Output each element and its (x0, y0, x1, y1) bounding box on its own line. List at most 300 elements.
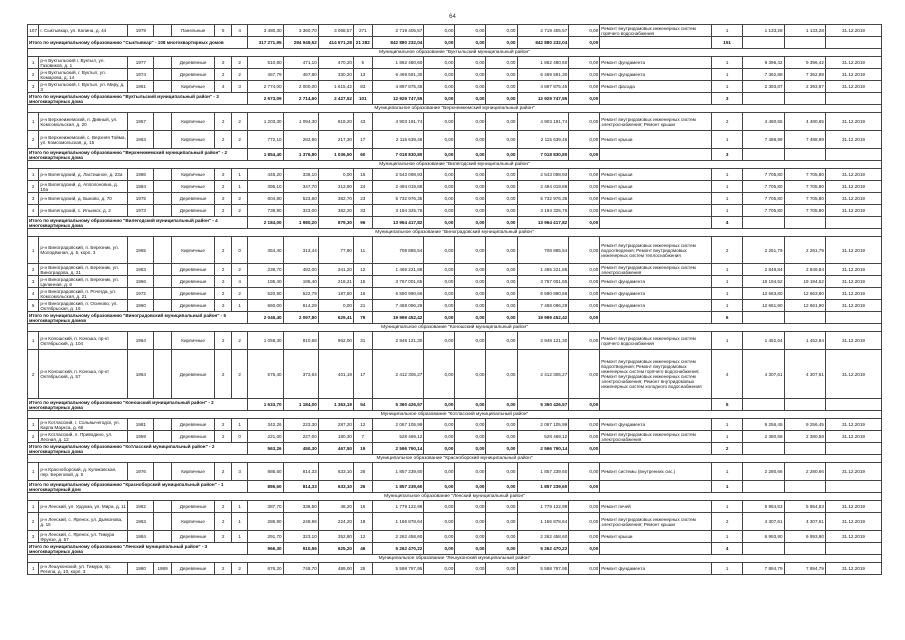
table-cell: 17 (353, 350, 372, 399)
table-cell: 0,00 (455, 264, 486, 276)
table-cell: 330,20 (318, 69, 353, 81)
table-cell: 1 (712, 57, 743, 69)
table-cell: Кирпичные (171, 131, 214, 149)
table-cell: р-н Виноградовский, п. Березник, ул. Целинная, д. 6 (39, 276, 128, 288)
table-cell: Деревянные (171, 205, 214, 217)
table-cell: Кирпичные (171, 332, 214, 350)
table-cell: 2 (712, 513, 743, 531)
table-cell: 31.12.2019 (825, 131, 881, 149)
table-cell (154, 57, 172, 69)
subtotal-row (28, 217, 882, 229)
subtotal-cell: 2 673,09 (248, 93, 283, 105)
subtotal-cell: 842 880 232,04 (372, 37, 424, 49)
table-cell: 1 (712, 332, 743, 350)
table-cell (154, 113, 172, 131)
table-cell: 2 115 639,46 (517, 131, 569, 149)
table-cell: Ремонт внутридомовых инженерных систем водоотведения; Ремонт внутридомовых инженерных систем горячего водоснабжения; Ремонт внутридомовых инженерных систем электроснабжения; Ремонт внутридомовых инженерных систем холодного водоснабжения (600, 350, 712, 399)
table-cell: 2 948 121,30 (372, 332, 424, 350)
table-cell: 239,70 (248, 264, 283, 276)
table-cell: 4 (28, 288, 39, 300)
table-cell: 7 362,88 (743, 69, 784, 81)
table-row (28, 113, 882, 131)
subtotal-cell: 5 (712, 399, 743, 411)
table-cell: 5 732 976,35 (372, 193, 424, 205)
subtotal-cell (784, 93, 825, 105)
table-cell: 489,00 (318, 563, 353, 575)
table-cell (154, 181, 172, 193)
subtotal-cell: 0,00 (455, 481, 486, 493)
table-cell: 0,00 (486, 276, 517, 288)
subtotal-cell: 4 (712, 543, 743, 555)
subtotal-cell (743, 312, 784, 324)
subtotal-cell: 0,00 (486, 543, 517, 555)
table-cell (154, 237, 172, 264)
subtotal-cell: 12 929 747,55 (517, 93, 569, 105)
table-cell: 2 849,84 (784, 264, 825, 276)
table-cell: 2 (215, 69, 232, 81)
table-cell: 2 262 458,60 (372, 531, 424, 543)
table-cell: 2 (215, 513, 232, 531)
subtotal-cell: 0,00 (569, 149, 600, 161)
region-header-row (28, 411, 882, 419)
table-cell: 1 (712, 288, 743, 300)
table-cell: 2 849,84 (743, 264, 784, 276)
table-cell: 2 (215, 169, 232, 181)
table-cell: 7 705,80 (743, 193, 784, 205)
table-cell: 0,00 (569, 69, 600, 81)
table-cell: Ремонт внутридомовых инженерных систем электроснабжения; Ремонт крыши (600, 113, 712, 131)
subtotal-row (28, 543, 882, 555)
table-cell: 604,80 (248, 193, 283, 205)
table-cell: 0,00 (486, 237, 517, 264)
subtotal-cell: 0,00 (455, 399, 486, 411)
table-cell: 7 705,80 (784, 205, 825, 217)
table-cell: 9 256,45 (784, 419, 825, 431)
table-cell: 0,00 (569, 276, 600, 288)
table-cell: 12 661,90 (743, 300, 784, 312)
table-cell: 4 897 875,45 (372, 81, 424, 93)
table-cell: Деревянные (171, 563, 214, 575)
table-cell: 2 (231, 193, 248, 205)
table-cell: 16 (353, 288, 372, 300)
subtotal-cell: 563,26 (248, 443, 283, 455)
table-cell: 2 067 105,99 (517, 419, 569, 431)
table-cell: 0,00 (424, 501, 455, 513)
table-row (28, 350, 882, 399)
table-cell: Ремонт фундамента (600, 300, 712, 312)
table-cell: 0,00 (486, 300, 517, 312)
table-cell: 0,00 (486, 563, 517, 575)
table-cell: 1 133,28 (743, 25, 784, 37)
subtotal-cell: 13 964 417,82 (517, 217, 569, 229)
subtotal-cell: 0,00 (486, 443, 517, 455)
table-cell: Кирпичные (171, 113, 214, 131)
subtotal-cell: 54 (353, 399, 372, 411)
subtotal-cell: 414 571,28 (318, 37, 353, 49)
table-cell: 248,96 (283, 513, 318, 531)
table-cell: 1 (712, 264, 743, 276)
subtotal-cell: 0,00 (486, 312, 517, 324)
table-cell: 1965 (128, 237, 154, 264)
table-cell: 1 (712, 169, 743, 181)
table-cell: 2 (215, 431, 232, 443)
table-cell: Ремонт внутридомовых инженерных систем горячего водоснабжения (600, 25, 712, 37)
table-cell: 0,00 (424, 419, 455, 431)
table-row (28, 300, 882, 312)
table-cell: 0,00 (569, 300, 600, 312)
table-cell: 43 (353, 113, 372, 131)
table-cell (154, 463, 172, 481)
subtotal-cell: 2 427,52 (318, 93, 353, 105)
region-header-row (28, 555, 882, 563)
table-cell: р-н Вилегодский, д. Апполоновна, д. 10а (39, 181, 128, 193)
table-cell: 1 166 878,64 (372, 513, 424, 531)
table-cell: 2 (28, 181, 39, 193)
table-cell: 2 (28, 69, 39, 81)
subtotal-cell: 284 949,52 (283, 37, 318, 49)
table-cell: 1983 (128, 264, 154, 276)
table-cell: 9 396,42 (784, 57, 825, 69)
subtotal-cell (743, 149, 784, 161)
table-row (28, 513, 882, 531)
table-cell: 510,80 (248, 57, 283, 69)
subtotal-cell: 0,00 (486, 399, 517, 411)
table-cell: 2 (231, 350, 248, 399)
table-cell: 2 (215, 205, 232, 217)
table-cell: 4 307,61 (743, 350, 784, 399)
subtotal-cell: 0,00 (424, 149, 455, 161)
table-cell: 7 705,80 (743, 205, 784, 217)
table-cell: 0,00 (486, 81, 517, 93)
table-cell: р-н Котласский, г. Сольвычегодск, ул. Карла Маркса, д. 65 (39, 419, 128, 431)
subtotal-cell: 1 854,40 (248, 149, 283, 161)
table-cell: 21 (353, 300, 372, 312)
table-cell: 1 203,30 (248, 113, 283, 131)
table-cell: 0,00 (486, 513, 517, 531)
table-cell: 2 393,87 (784, 81, 825, 93)
table-cell: р-н Вуктыльский, г. Вуктыл, ул. Комарова, д. 14 (39, 69, 128, 81)
table-cell: 387,70 (248, 501, 283, 513)
subtotal-cell: 1 633,70 (248, 399, 283, 411)
subtotal-cell: 0,00 (569, 481, 600, 493)
table-cell: 0,00 (569, 431, 600, 443)
table-cell: 467,80 (283, 69, 318, 81)
table-cell: р-н Ленский, с. Яренск, ул. Дьяконова, д. 15 (39, 513, 128, 531)
table-cell: 223,30 (283, 419, 318, 431)
table-cell: 0,00 (424, 169, 455, 181)
table-cell: 3 480,30 (248, 25, 283, 37)
table-cell (154, 25, 172, 37)
table-cell: 31.12.2019 (825, 350, 881, 399)
table-cell: 2 (231, 69, 248, 81)
subtotal-cell (825, 481, 881, 493)
table-cell: 4 307,61 (784, 513, 825, 531)
table-cell: 0,00 (455, 25, 486, 37)
table-row (28, 431, 882, 443)
subtotal-label: Итого по муниципальному образованию "Верхнеижемский муниципальный район" - 2 многоквартирных дома (28, 149, 248, 161)
table-cell: 31.12.2019 (825, 205, 881, 217)
table-cell: 1980 (128, 563, 154, 575)
table-cell: 2 (215, 332, 232, 350)
table-row (28, 181, 882, 193)
table-cell: р-н Виноградовский, п. Березник, ул. Виноградова, д. 21 (39, 264, 128, 276)
table-cell: 352,80 (318, 531, 353, 543)
table-cell: 2 (215, 193, 232, 205)
table-cell: 1 (712, 25, 743, 37)
table-cell: 2 (231, 205, 248, 217)
table-cell: 187,80 (318, 288, 353, 300)
subtotal-cell (743, 93, 784, 105)
table-cell: 31.12.2019 (825, 264, 881, 276)
subtotal-cell: 2 (712, 443, 743, 455)
table-cell: 224,20 (318, 513, 353, 531)
table-cell: 0,00 (455, 513, 486, 531)
table-cell: 2 261,79 (784, 237, 825, 264)
table-cell: 2 494 019,88 (517, 181, 569, 193)
table-cell: 7 468 096,29 (372, 300, 424, 312)
table-cell: 1957 (128, 113, 154, 131)
table-cell: 1 465 221,86 (517, 264, 569, 276)
table-cell: Ремонт внутридомовых инженерных систем водоотведения; Ремонт внутридомовых инженерных систем теплоснабжения (600, 237, 712, 264)
table-cell: 195,40 (248, 276, 283, 288)
subtotal-cell: 5 262 470,22 (517, 543, 569, 555)
table-cell: 1960 (128, 300, 154, 312)
table-cell: 520,90 (248, 288, 283, 300)
subtotal-cell: 2 184,00 (248, 217, 283, 229)
table-cell: 2 543 098,93 (517, 169, 569, 181)
table-cell: 445,20 (248, 169, 283, 181)
table-cell: 3 194 325,76 (372, 205, 424, 217)
table-cell: 1 (231, 169, 248, 181)
subtotal-cell: 0,00 (455, 543, 486, 555)
subtotal-cell: 633,10 (318, 481, 353, 493)
subtotal-cell: 1 857 239,60 (517, 481, 569, 493)
table-cell: 0,00 (569, 205, 600, 217)
table-cell: Ремонт фундамента (600, 276, 712, 288)
table-cell (154, 501, 172, 513)
table-cell: 31 (353, 332, 372, 350)
region-title: Муниципальное образование "Котласский муниципальный район" (28, 411, 882, 419)
table-cell: 2 (28, 350, 39, 399)
subtotal-cell: 0,00 (424, 399, 455, 411)
table-cell (154, 431, 172, 443)
subtotal-cell (825, 149, 881, 161)
table-cell: 217,30 (318, 131, 353, 149)
subtotal-cell: 0,00 (424, 93, 455, 105)
table-cell: Кирпичные (171, 81, 214, 93)
subtotal-label: Итого по муниципальному образованию "Котласский муниципальный район" - 2 многоквартирных дома (28, 443, 248, 455)
subtotal-cell: 0,00 (569, 93, 600, 105)
table-cell: Ремонт фундамента (600, 563, 712, 575)
table-cell: 528 469,12 (372, 431, 424, 443)
subtotal-cell: 151 (712, 37, 743, 49)
subtotal-cell (743, 443, 784, 455)
table-cell: 0,00 (424, 332, 455, 350)
subtotal-cell: 0,00 (455, 149, 486, 161)
table-cell (154, 69, 172, 81)
table-cell (154, 131, 172, 149)
table-cell: 83 (353, 81, 372, 93)
table-cell: 3 (231, 463, 248, 481)
table-cell: 1 (712, 181, 743, 193)
table-cell: 1972 (128, 288, 154, 300)
table-cell: 0,00 (424, 57, 455, 69)
table-cell: 0,00 (455, 332, 486, 350)
table-cell: 5 732 976,35 (517, 193, 569, 205)
table-cell: 2 (231, 332, 248, 350)
region-header-row (28, 455, 882, 463)
table-cell: Кирпичные (171, 463, 214, 481)
subtotal-cell: 842 880 232,04 (517, 37, 569, 49)
table-cell: 523,60 (283, 193, 318, 205)
subtotal-cell (825, 543, 881, 555)
table-cell: 0,00 (569, 264, 600, 276)
subtotal-cell: 1 184,00 (283, 399, 318, 411)
table-cell: 633,10 (318, 463, 353, 481)
subtotal-label: Итого по муниципальному образованию "Вилегодский муниципальный район" - 4 многоквартирных дома (28, 217, 248, 229)
table-cell: 1984 (128, 332, 154, 350)
table-row (28, 81, 882, 93)
subtotal-cell (600, 312, 712, 324)
region-title: Муниципальное образование "Лешуконский муниципальный район" (28, 555, 882, 563)
table-cell: 4 903 191,74 (372, 113, 424, 131)
table-cell: 0,00 (424, 131, 455, 149)
table-cell: 7 894,79 (784, 563, 825, 575)
table-cell: 3 (28, 81, 39, 93)
table-cell: 1 857 239,60 (517, 463, 569, 481)
table-cell: 0,00 (569, 501, 600, 513)
table-cell: 0,00 (486, 350, 517, 399)
table-cell: 33 (353, 205, 372, 217)
subtotal-cell: 0,00 (424, 443, 455, 455)
table-cell: 195,40 (283, 276, 318, 288)
table-cell: 1 (712, 419, 743, 431)
table-cell: 1962 (128, 501, 154, 513)
subtotal-cell (784, 443, 825, 455)
table-cell: 1 (712, 81, 743, 93)
table-cell: Панельные (171, 25, 214, 37)
table-cell: 2 (712, 237, 743, 264)
table-cell: 522,79 (283, 288, 318, 300)
table-cell: 0,00 (569, 181, 600, 193)
table-cell: 467,79 (248, 69, 283, 81)
table-cell: 4 480,65 (784, 113, 825, 131)
subtotal-cell: 0,00 (569, 312, 600, 324)
table-cell: р-н Лешуконский, ул. Тимура, пр. Регила, д. 10, корп. 3 (39, 563, 128, 575)
table-cell: 1 (28, 463, 39, 481)
table-cell: р-н Верхнеижемский, п. Дивный, ул. Комсомольская, д. 20 (39, 113, 128, 131)
table-cell: 2 380,58 (784, 431, 825, 443)
subtotal-cell: 4 (712, 217, 743, 229)
table-cell: 1963 (128, 131, 154, 149)
table-cell: 772,10 (248, 131, 283, 149)
table-cell: Ремонт фундамента (600, 57, 712, 69)
table-cell: 1 (28, 419, 39, 431)
table-cell: 0,00 (455, 276, 486, 288)
table-cell: 1 (28, 113, 39, 131)
table-cell: 1981 (128, 419, 154, 431)
subtotal-cell: 879,30 (318, 217, 353, 229)
capital-repair-table (27, 24, 882, 575)
table-cell: 2 (215, 531, 232, 543)
table-cell: 0,00 (455, 131, 486, 149)
table-cell: Ремонт внутридомовых инженерных систем электроснабжения (600, 431, 712, 443)
table-cell: 7 705,80 (743, 181, 784, 193)
table-cell: Ремонт крыши (600, 205, 712, 217)
table-cell: 4 (215, 81, 232, 93)
subtotal-row (28, 481, 882, 493)
table-cell: 2 412 305,27 (517, 350, 569, 399)
table-cell: 2 393,87 (743, 81, 784, 93)
table-row (28, 131, 882, 149)
subtotal-cell: 0,00 (455, 37, 486, 49)
table-cell: 0,00 (486, 419, 517, 431)
region-header-row (28, 49, 882, 57)
table-cell: 0,00 (569, 237, 600, 264)
table-cell: 0,00 (424, 113, 455, 131)
subtotal-cell: 60 (353, 149, 372, 161)
table-cell: 6 590 990,66 (372, 288, 424, 300)
table-cell: 2 (28, 131, 39, 149)
subtotal-cell: 12 929 747,55 (372, 93, 424, 105)
subtotal-cell (743, 217, 784, 229)
subtotal-cell: 2 596 790,14 (372, 443, 424, 455)
table-cell: Деревянные (171, 69, 214, 81)
table-cell: 6 469 591,30 (372, 69, 424, 81)
table-cell: 31.12.2019 (825, 419, 881, 431)
table-cell: 575,40 (248, 350, 283, 399)
subtotal-cell: 629,41 (318, 312, 353, 324)
table-cell: 1 058,30 (248, 332, 283, 350)
region-title: Муниципальное образование "Виноградовский муниципальный район" (28, 229, 882, 237)
table-cell: 3 (28, 193, 39, 205)
table-cell: 2 948 121,30 (517, 332, 569, 350)
table-cell (154, 419, 172, 431)
table-cell: 2 (215, 264, 232, 276)
subtotal-cell (784, 399, 825, 411)
subtotal-cell (600, 37, 712, 49)
table-cell: р-н Вилегодский, с. Ильинск, д. 2 (39, 205, 128, 217)
table-cell: 227,00 (283, 431, 318, 443)
table-cell: 2 (28, 431, 39, 443)
table-cell: 0,00 (424, 288, 455, 300)
table-cell: 341,20 (318, 264, 353, 276)
table-cell: р-н Виноградовский, п. Рочегда, ул. Комсомольская, д. 21 (39, 288, 128, 300)
table-cell: 218,21 (318, 276, 353, 288)
table-cell: 0,00 (486, 57, 517, 69)
table-row (28, 531, 882, 543)
table-cell (154, 193, 172, 205)
table-row (28, 237, 882, 264)
subtotal-cell: 2 596 790,14 (517, 443, 569, 455)
subtotal-cell (600, 399, 712, 411)
table-cell: 1 (712, 501, 743, 513)
table-cell: 0 (231, 237, 248, 264)
table-cell: 0,00 (569, 350, 600, 399)
table-cell: 382,70 (318, 193, 353, 205)
subtotal-cell: 0,00 (486, 481, 517, 493)
subtotal-cell: 886,60 (248, 481, 283, 493)
subtotal-cell (784, 543, 825, 555)
table-cell: Деревянные (171, 276, 214, 288)
table-cell: 2 (231, 264, 248, 276)
table-cell: 1 (28, 57, 39, 69)
table-cell: 2 000,00 (283, 81, 318, 93)
subtotal-cell: 79 (353, 312, 372, 324)
table-cell: 1975 (128, 193, 154, 205)
region-header-row (28, 105, 882, 113)
table-cell: р-н Виноградовский, п. Березник, ул. Молодёжная, д. 5, корп. 3 (39, 237, 128, 264)
